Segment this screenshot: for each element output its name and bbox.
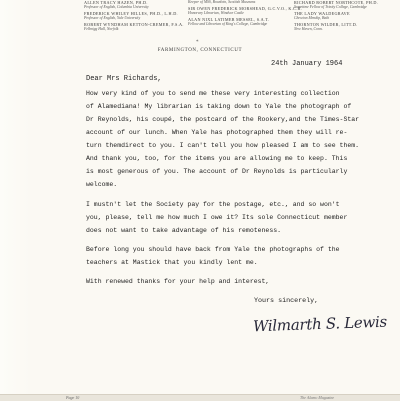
letter-line: teachers at Mastick that you kindly lent me.	[86, 259, 258, 266]
footer-publication: The Alamo Magazine	[300, 395, 335, 400]
letterhead-role: Felbrigg Hall, Norfolk	[84, 27, 119, 31]
letterhead-entry	[84, 0, 184, 10]
letterhead-name: RICHARD ROBERT NORTHCOTE, PH.D.	[294, 0, 379, 5]
letter-line: account of our lunch. When Yale has photographed them they will re-	[86, 129, 348, 136]
letterhead-entry	[188, 0, 268, 5]
letterhead-left-column	[84, 0, 184, 33]
letter-date: 24th January 1964	[271, 60, 343, 68]
letterhead-ornament: *	[196, 39, 199, 45]
letterhead-role: New Haven, Conn.	[294, 27, 323, 31]
letterhead-name: SIR OWEN FREDERICK MORSHEAD, G.C.V.O., K.C.B.	[188, 6, 302, 11]
letterhead-place: FARMINGTON, CONNECTICUT	[157, 48, 243, 53]
letterhead-name: FREDERICK WHILEY HILLES, PH.D., L.H.D.	[84, 11, 178, 16]
letterhead-name: ALAN NIXL LATIMER MESSEL, S.A.T.	[188, 17, 270, 22]
letterhead-name: ROBERT WYNDHAM KETTON-CREMER, F.S.A.	[84, 22, 184, 27]
letterhead-entry	[84, 11, 184, 21]
letter-line: And thank you, too, for the items you are allowing me to keep. This	[86, 155, 348, 162]
letter-line: welcome.	[86, 181, 118, 188]
letterhead-right-column	[294, 0, 384, 33]
letter-line: you, please, tell me how much I owe it? Its sole Connecticut member	[86, 214, 348, 221]
letterhead-entry	[294, 22, 384, 32]
letterhead-role: Professor of English, Yale University	[84, 16, 141, 20]
letter-line: Before long you should have back from Yale the photographs of the	[86, 246, 340, 253]
letterhead-entry	[294, 0, 384, 10]
letterhead-role: Honorary Librarian, Windsor Castle	[188, 11, 244, 15]
letterhead-role: Keeper of MSS, Bowdoin, Scottish Museums	[188, 0, 256, 4]
letter-salutation: Dear Mrs Richards,	[86, 75, 162, 83]
letter-line: With renewed thanks for your help and interest,	[86, 278, 270, 285]
letter-line: turn themdirect to you. I can't tell you how pleased I am to see them.	[86, 142, 360, 149]
footer-page-number: Page 10	[66, 395, 80, 400]
letter-line: of Alamediana! My librarian is taking down to Yale the photograph of	[86, 103, 352, 110]
letterhead-entry	[188, 6, 302, 16]
letterhead-entry	[188, 17, 268, 27]
letterhead-entry	[84, 22, 184, 32]
page-margin	[0, 0, 30, 400]
letter-line: is most generous of you. The account of Dr Reynolds is particularly	[86, 168, 348, 175]
letterhead-name: THE LADY WALDEGRAVE	[294, 11, 350, 16]
letterhead-role: Sometime Fellow of Trinity College, Cambridge	[294, 5, 367, 9]
letter-line: I mustn't let the Society pay for the postage, etc., and so won't	[86, 201, 340, 208]
letterhead-role: Professor of English, Columbia University	[84, 5, 149, 9]
letter-line: Dr Reynolds, his coupé, the postcard of the Rookery,and the Times-Star	[86, 116, 360, 123]
letterhead-entry	[294, 11, 384, 21]
handwritten-signature: Wilmarth S. Lewis	[252, 312, 388, 336]
letterhead-role: Fellow and Librarian of King's College, Cambridge	[188, 22, 268, 26]
letter-line: does not want to take advantage of his remoteness.	[86, 227, 282, 234]
letterhead-role: Chewton Mendip, Bath	[294, 16, 330, 20]
letterhead-middle-column	[188, 0, 302, 28]
letter-closing: Yours sincerely,	[254, 297, 319, 305]
letterhead-name: THORNTON WILDER, LITT.D.	[294, 22, 358, 27]
letterhead-name: ALLEN TRACY HAZEN, PH.D.	[84, 0, 148, 5]
letter-line: How very kind of you to send me these very interesting collection	[86, 90, 340, 97]
